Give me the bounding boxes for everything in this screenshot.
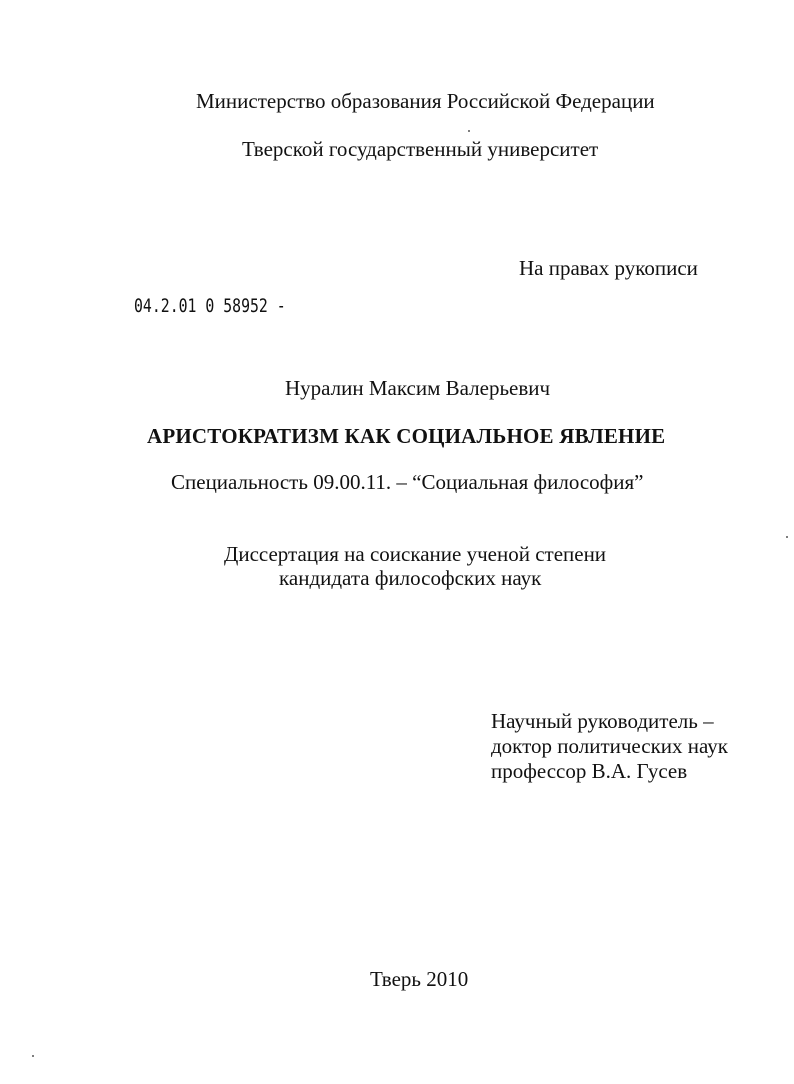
dissertation-title: АРИСТОКРАТИЗМ КАК СОЦИАЛЬНОЕ ЯВЛЕНИЕ: [147, 424, 666, 448]
manuscript-note: На правах рукописи: [519, 256, 698, 280]
dissertation-degree-line-1: Диссертация на соискание ученой степени: [224, 542, 607, 566]
scan-speck: [32, 1055, 34, 1057]
supervisor-name: профессор В.А. Гусев: [491, 759, 688, 783]
city-year: Тверь 2010: [370, 967, 469, 991]
university-name: Тверской государственный университет: [242, 137, 599, 161]
scan-speck: [786, 536, 788, 538]
ministry-name: Министерство образования Российской Федерации: [196, 89, 655, 113]
supervisor-label: Научный руководитель –: [491, 709, 714, 733]
specialty-line: Специальность 09.00.11. – “Социальная философия”: [171, 470, 644, 494]
author-name: Нуралин Максим Валерьевич: [285, 376, 551, 400]
registration-code: 04.2.01 0 58952 -: [134, 295, 286, 317]
dissertation-degree-line-2: кандидата философских наук: [279, 566, 542, 590]
supervisor-degree: доктор политических наук: [491, 734, 728, 758]
scan-speck: [468, 130, 470, 132]
